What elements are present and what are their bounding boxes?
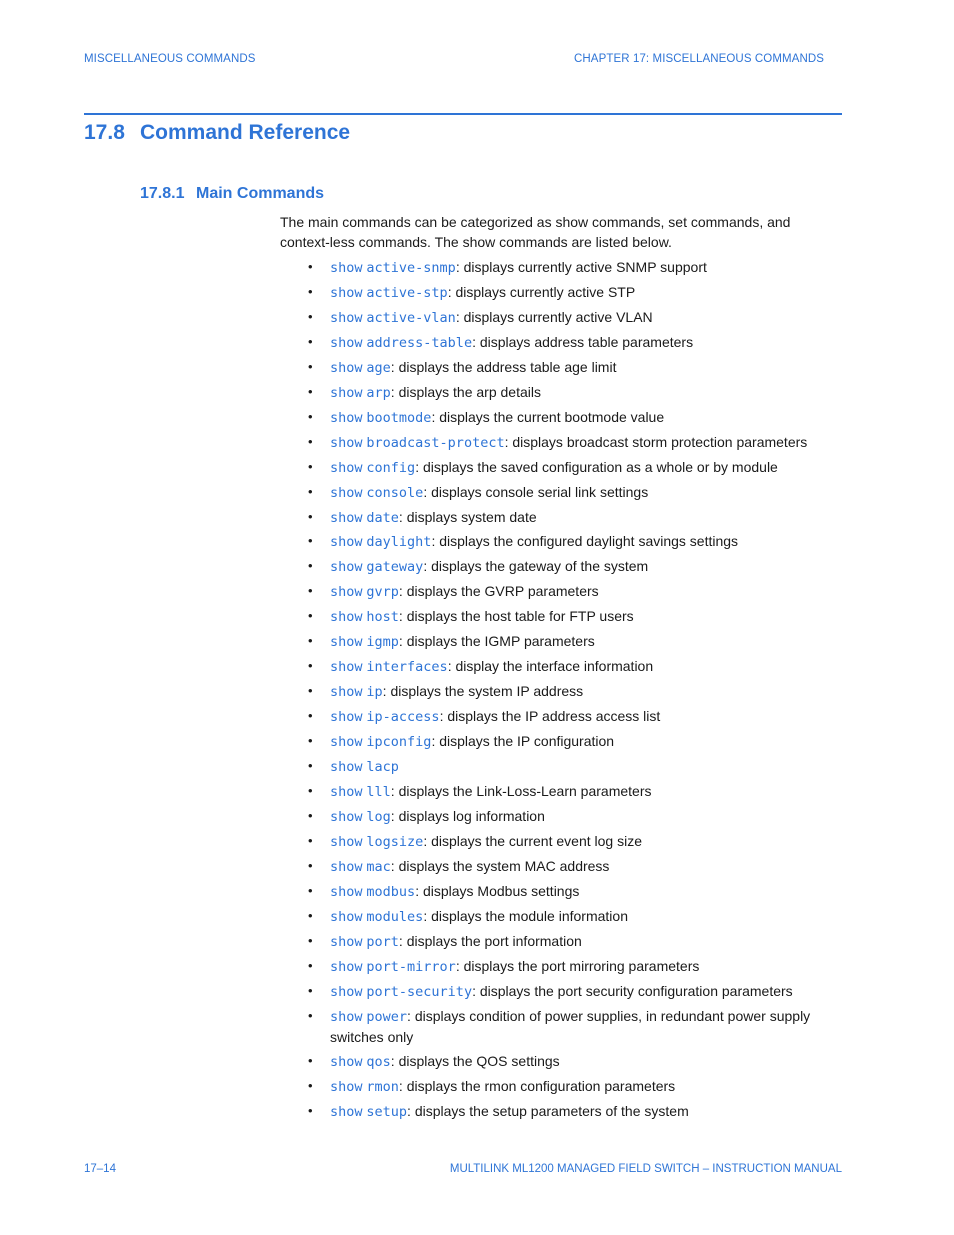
command-item-logsize [280, 831, 842, 856]
manual-title-footer: MULTILINK ML1200 MANAGED FIELD SWITCH – INSTRUCTION MANUAL [449, 1163, 842, 1175]
subsection-heading [140, 185, 324, 203]
command-argument: port-mirror [366, 958, 456, 975]
command-item-port [280, 931, 842, 956]
command-item-modules [280, 906, 842, 931]
command-description: : displays the module information [423, 907, 628, 924]
command-item-igmp [280, 631, 842, 656]
bullet-icon: • [308, 882, 313, 898]
command-keyword: show [330, 559, 363, 576]
command-item-ip [280, 681, 842, 706]
command-description: : displays currently active SNMP support [455, 259, 707, 275]
command-keyword: show [330, 709, 363, 726]
command-description: : displays condition of power supplies, in redundant power supply switches only [330, 1007, 811, 1045]
bullet-icon: • [308, 483, 313, 499]
command-description: : displays the port information [398, 932, 582, 949]
bullet-icon: • [308, 383, 313, 399]
command-description: : displays the setup parameters of the system [407, 1102, 689, 1119]
command-keyword: show [330, 784, 363, 801]
command-item-arp [280, 382, 842, 407]
bullet-icon: • [308, 683, 313, 699]
command-argument: age [366, 359, 391, 376]
command-argument: config [366, 459, 416, 476]
command-description: : displays Modbus settings [415, 882, 580, 899]
bullet-icon: • [308, 333, 313, 349]
command-argument: gateway [366, 559, 424, 576]
command-description: : displays system date [398, 508, 537, 525]
command-item-port-security [280, 981, 842, 1006]
command-argument: rmon [366, 1078, 399, 1095]
bullet-icon: • [308, 907, 313, 923]
command-argument: ip-access [366, 709, 440, 726]
bullet-icon: • [308, 708, 313, 724]
command-keyword: show [330, 983, 363, 1000]
command-description: : displays currently active STP [447, 283, 636, 300]
command-description: : displays address table parameters [472, 333, 694, 350]
command-item-lll [280, 781, 842, 806]
command-keyword: show [330, 659, 363, 676]
bullet-icon: • [308, 458, 313, 474]
command-item-address-table [280, 332, 842, 357]
command-keyword: show [330, 284, 363, 301]
command-keyword: show [330, 260, 363, 276]
command-description: : displays currently active VLAN [455, 308, 653, 325]
show-command-list [280, 257, 842, 1125]
command-description: : displays the port mirroring parameters [455, 957, 700, 974]
command-description: : displays the system MAC address [390, 857, 610, 874]
command-keyword: show [330, 1103, 363, 1120]
command-argument: port-security [366, 983, 473, 1000]
bullet-icon: • [308, 932, 313, 948]
command-argument: gvrp [366, 584, 399, 601]
command-argument: ip [366, 684, 383, 701]
command-item-active-snmp [280, 257, 842, 282]
command-keyword: show [330, 883, 363, 900]
command-keyword: show [330, 908, 363, 925]
command-item-date [280, 507, 842, 532]
command-argument: bootmode [366, 409, 432, 426]
command-keyword: show [330, 609, 363, 626]
command-keyword: show [330, 359, 363, 376]
bullet-icon: • [308, 1077, 313, 1093]
command-keyword: show [330, 958, 363, 975]
command-item-config [280, 457, 842, 482]
subsection-number: 17.8.1 [140, 185, 185, 202]
page-number: 17–14 [84, 1163, 116, 1175]
command-argument: active-stp [366, 284, 448, 301]
command-description: : displays the current event log size [423, 832, 642, 849]
command-argument: address-table [366, 334, 473, 351]
command-argument: console [366, 484, 424, 501]
command-item-lacp [280, 756, 842, 781]
bullet-icon: • [308, 633, 313, 649]
command-argument: broadcast-protect [366, 434, 505, 451]
running-header-left: MISCELLANEOUS COMMANDS [84, 53, 256, 65]
command-keyword: show [330, 684, 363, 701]
command-item-port-mirror [280, 956, 842, 981]
command-description: : displays the IGMP parameters [398, 633, 595, 650]
bullet-icon: • [308, 1007, 313, 1023]
command-description: : displays the address table age limit [390, 358, 617, 375]
command-keyword: show [330, 759, 363, 776]
command-argument: interfaces [366, 659, 448, 676]
bullet-icon: • [308, 807, 313, 823]
bullet-icon: • [308, 658, 313, 674]
command-description: : displays console serial link settings [423, 483, 649, 500]
command-item-broadcast-protect [280, 432, 842, 457]
command-argument: logsize [366, 833, 424, 850]
command-keyword: show [330, 833, 363, 850]
command-argument: qos [366, 1053, 391, 1070]
bullet-icon: • [308, 508, 313, 524]
bullet-icon: • [308, 982, 313, 998]
command-argument: lacp [366, 759, 399, 776]
command-item-log [280, 806, 842, 831]
command-item-daylight [280, 531, 842, 556]
command-keyword: show [330, 808, 363, 825]
bullet-icon: • [308, 283, 313, 299]
command-description: : displays the current bootmode value [431, 408, 665, 425]
bullet-icon: • [308, 533, 313, 549]
command-keyword: show [330, 1078, 363, 1095]
command-item-ipconfig [280, 731, 842, 756]
command-argument: setup [366, 1103, 408, 1120]
command-description: : displays the gateway of the system [423, 558, 649, 575]
bullet-icon: • [308, 308, 313, 324]
running-header-right: CHAPTER 17: MISCELLANEOUS COMMANDS [574, 53, 825, 65]
subsection-title: Main Commands [196, 185, 325, 202]
command-item-bootmode [280, 407, 842, 432]
intro-paragraph: The main commands can be categorized as show commands, set commands, and context-less commands. The show commands are listed below. [280, 214, 791, 250]
command-description: : displays the port security configuration parameters [472, 982, 793, 999]
bullet-icon: • [308, 1052, 313, 1068]
bullet-icon: • [308, 1102, 313, 1118]
command-item-active-stp [280, 282, 842, 307]
command-item-active-vlan [280, 307, 842, 332]
command-description: : displays the arp details [390, 383, 541, 400]
command-keyword: show [330, 534, 363, 551]
command-description: : displays the IP address access list [439, 708, 661, 725]
command-keyword: show [330, 634, 363, 651]
command-description: : displays the Link-Loss-Learn parameters [390, 783, 652, 800]
command-keyword: show [330, 734, 363, 751]
command-item-setup [280, 1101, 842, 1126]
command-keyword: show [330, 434, 363, 451]
command-argument: log [366, 808, 391, 825]
command-item-qos [280, 1051, 842, 1076]
command-argument: power [366, 1008, 408, 1025]
command-keyword: show [330, 334, 363, 351]
command-description: : displays the GVRP parameters [398, 583, 599, 600]
command-item-host [280, 606, 842, 631]
command-description: : displays the QOS settings [390, 1052, 560, 1069]
section-heading [84, 121, 350, 145]
command-keyword: show [330, 1008, 363, 1025]
command-argument: port [366, 933, 399, 950]
bullet-icon: • [308, 608, 313, 624]
bullet-icon: • [308, 832, 313, 848]
command-keyword: show [330, 309, 363, 326]
bullet-icon: • [308, 558, 313, 574]
command-description: : displays log information [390, 807, 545, 824]
command-keyword: show [330, 933, 363, 950]
command-item-gvrp [280, 581, 842, 606]
bullet-icon: • [308, 408, 313, 424]
command-argument: modules [366, 908, 424, 925]
command-item-ip-access [280, 706, 842, 731]
section-title: Command Reference [140, 121, 351, 144]
command-item-console [280, 482, 842, 507]
command-item-power [280, 1006, 842, 1051]
bullet-icon: • [308, 583, 313, 599]
section-number: 17.8 [84, 121, 125, 144]
command-argument: mac [366, 858, 391, 875]
bullet-icon: • [308, 783, 313, 799]
bullet-icon: • [308, 857, 313, 873]
command-argument: modbus [366, 883, 416, 900]
command-description: : displays the configured daylight savings settings [431, 533, 739, 550]
command-description: : displays the saved configuration as a whole or by module [415, 458, 778, 475]
command-keyword: show [330, 484, 363, 501]
command-keyword: show [330, 509, 363, 526]
command-item-rmon [280, 1076, 842, 1101]
command-argument: active-vlan [366, 309, 456, 326]
command-description: : displays broadcast storm protection parameters [504, 433, 808, 450]
command-argument: daylight [366, 534, 432, 551]
bullet-icon: • [308, 733, 313, 749]
command-description: : display the interface information [447, 658, 654, 675]
command-argument: active-snmp [366, 260, 456, 276]
bullet-icon: • [308, 758, 313, 774]
command-item-mac [280, 856, 842, 881]
command-argument: host [366, 609, 399, 626]
command-argument: arp [366, 384, 391, 401]
bullet-icon: • [308, 433, 313, 449]
bullet-icon: • [308, 259, 313, 274]
command-keyword: show [330, 1053, 363, 1070]
command-keyword: show [330, 459, 363, 476]
command-description: : displays the rmon configuration parameters [398, 1077, 676, 1094]
command-keyword: show [330, 384, 363, 401]
command-item-gateway [280, 556, 842, 581]
bullet-icon: • [308, 957, 313, 973]
section-divider [84, 113, 842, 115]
command-keyword: show [330, 409, 363, 426]
command-description: : displays the IP configuration [431, 733, 615, 750]
command-item-interfaces [280, 656, 842, 681]
command-keyword: show [330, 584, 363, 601]
command-keyword: show [330, 858, 363, 875]
command-description: : displays the system IP address [382, 683, 584, 700]
command-argument: ipconfig [366, 734, 432, 751]
bullet-icon: • [308, 358, 313, 374]
command-item-modbus [280, 881, 842, 906]
command-argument: lll [366, 784, 391, 801]
command-argument: date [366, 509, 399, 526]
command-description: : displays the host table for FTP users [398, 608, 634, 625]
command-item-age [280, 357, 842, 382]
command-argument: igmp [366, 634, 399, 651]
